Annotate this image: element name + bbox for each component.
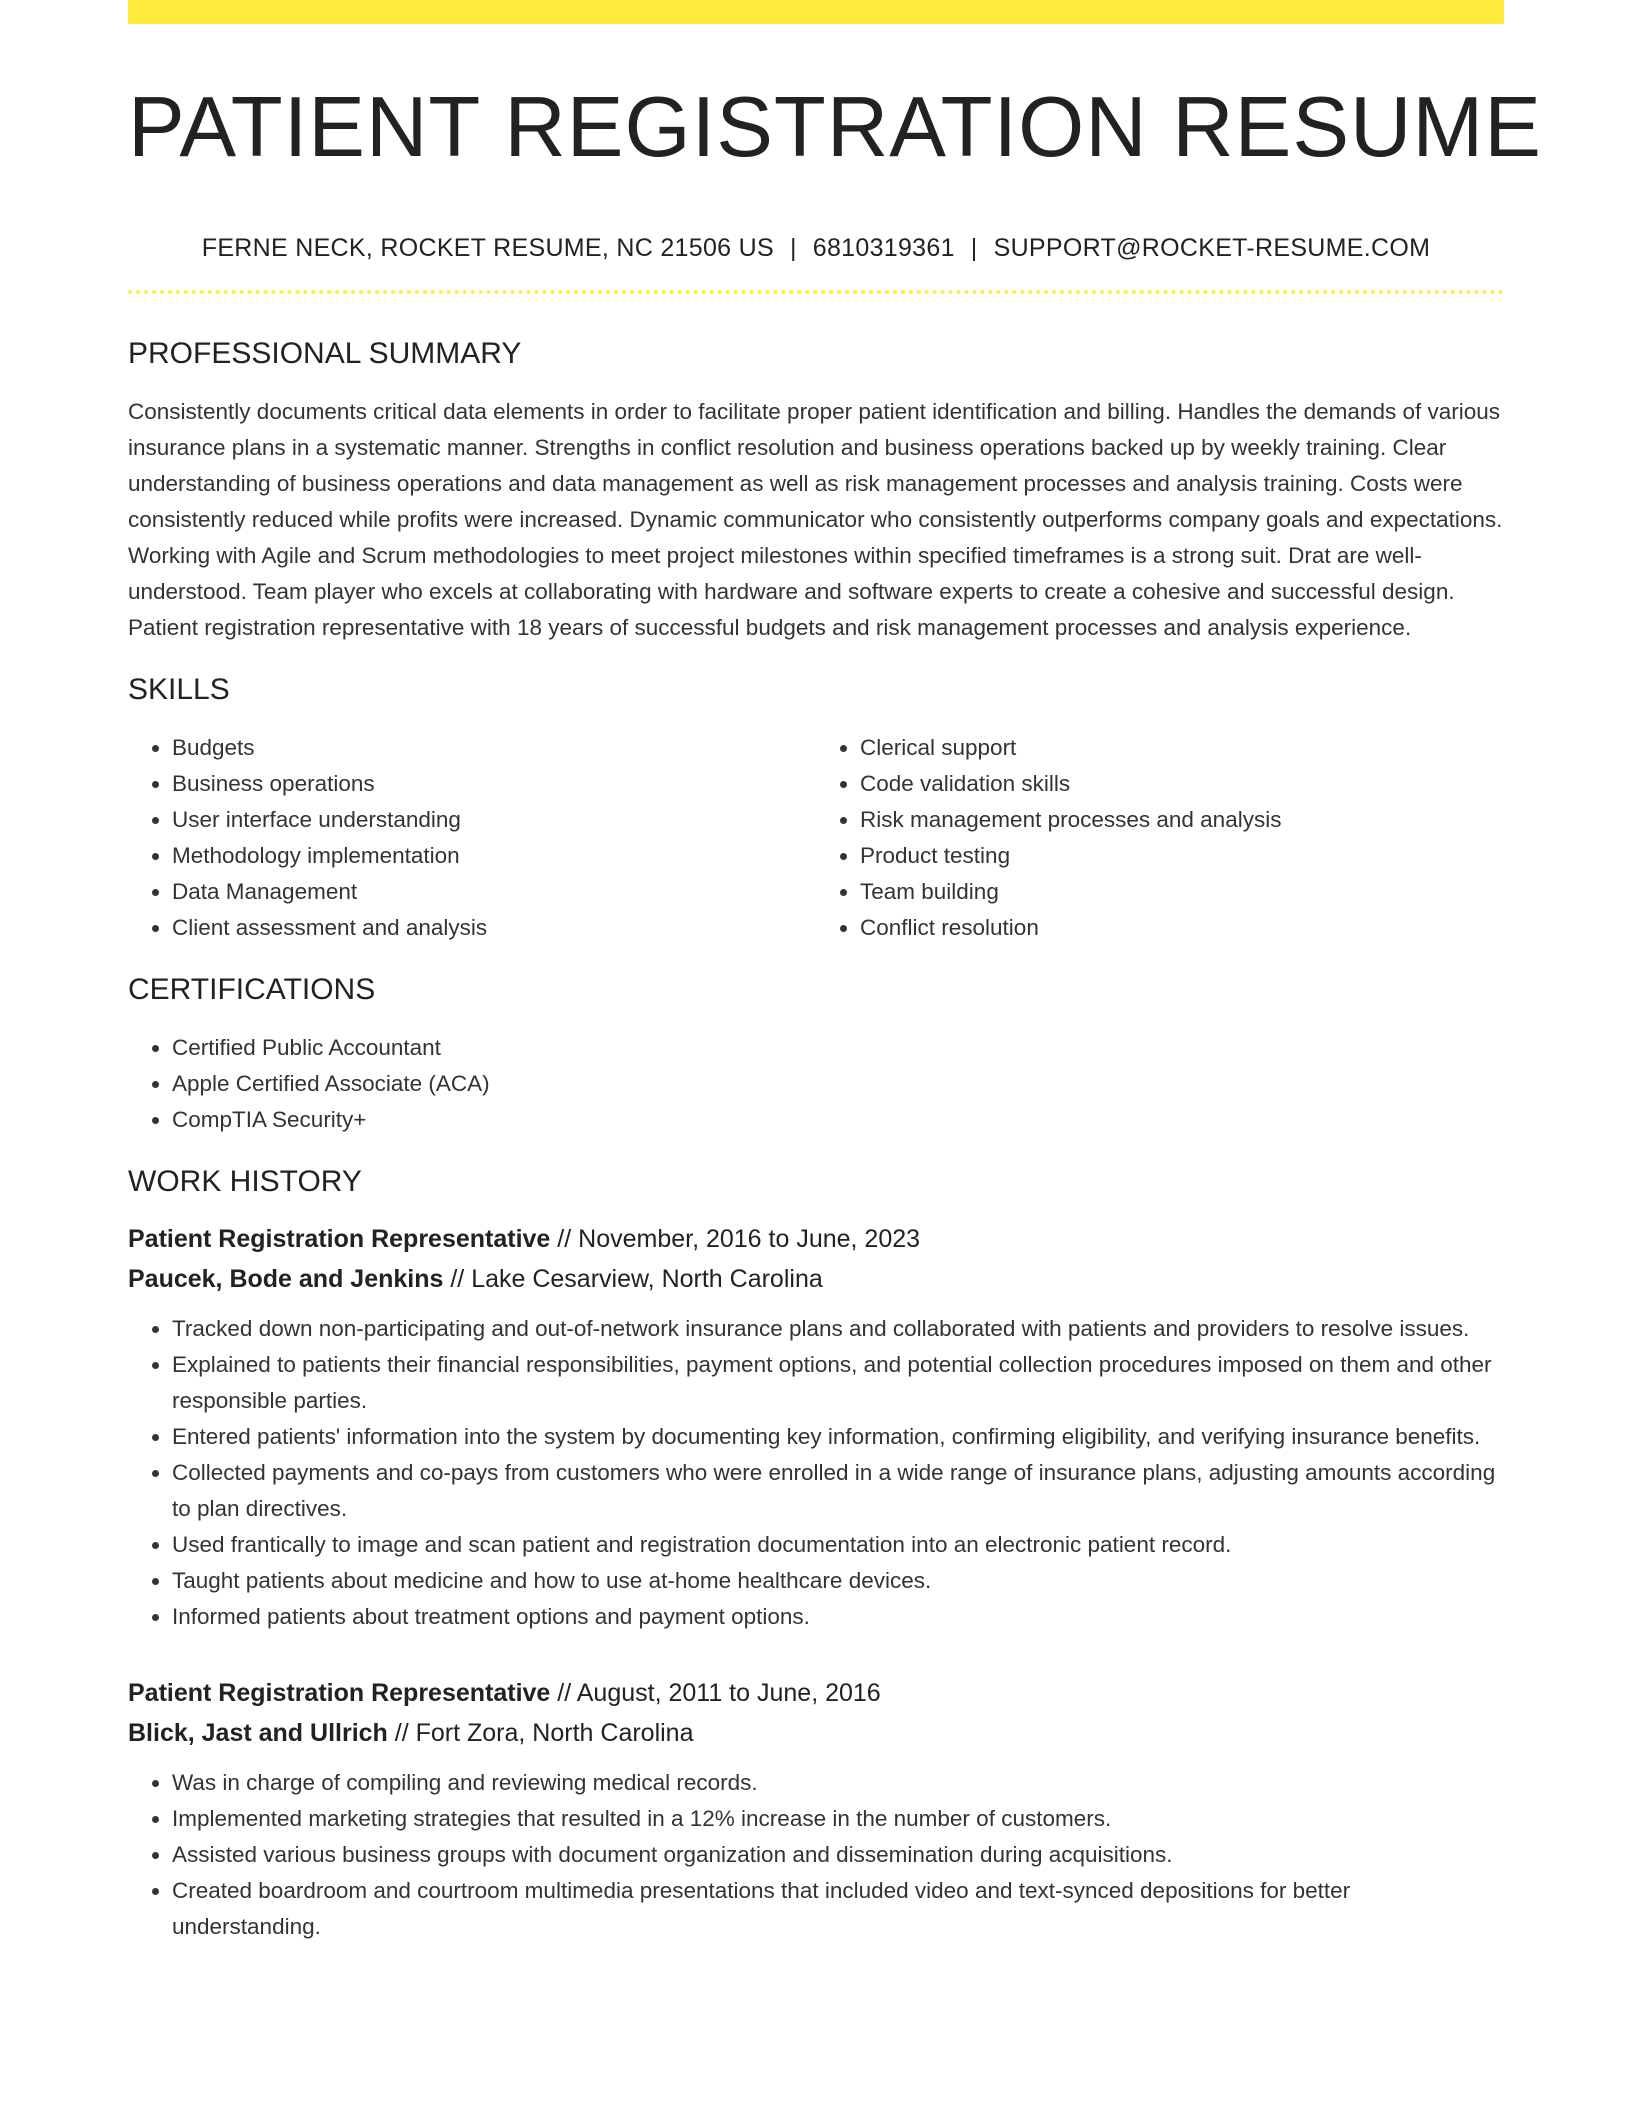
- job-company-line: [128, 1259, 1504, 1299]
- certifications-heading: CERTIFICATIONS: [128, 973, 376, 1006]
- job-company: Blick, Jast and Ullrich: [128, 1719, 388, 1747]
- contact-email: SUPPORT@ROCKET-RESUME.COM: [993, 234, 1431, 262]
- certifications-list: [128, 1030, 1504, 1138]
- work-history-heading: WORK HISTORY: [128, 1165, 362, 1198]
- certification-item: • Apple Certified Associate (ACA): [172, 1066, 1504, 1102]
- skill-item: • Data Management: [172, 874, 816, 910]
- skill-item: • Methodology implementation: [172, 838, 816, 874]
- contact-phone: 6810319361: [812, 234, 955, 262]
- skills-left-list: [128, 730, 816, 946]
- skill-item: • Budgets: [172, 730, 816, 766]
- certification-item: • CompTIA Security+: [172, 1102, 1504, 1138]
- resume-title: PATIENT REGISTRATION RESUME: [128, 80, 1542, 175]
- contact-line: [128, 233, 1504, 263]
- certification-item: • Certified Public Accountant: [172, 1030, 1504, 1066]
- contact-separator: |: [789, 234, 797, 262]
- skill-item: • Business operations: [172, 766, 816, 802]
- skills-right-list: [816, 730, 1504, 946]
- skills-columns: [128, 730, 1504, 946]
- job-duty: • Used frantically to image and scan patient and registration documentation into an electronic patient record.: [172, 1527, 1504, 1563]
- job-company-line: [128, 1713, 1504, 1753]
- job-title-line: [128, 1673, 1504, 1713]
- resume-page: [128, 0, 1542, 1945]
- job-role: Patient Registration Representative: [128, 1225, 551, 1253]
- skill-item: • Clerical support: [860, 730, 1504, 766]
- job-duty: • Implemented marketing strategies that resulted in a 12% increase in the number of customers.: [172, 1801, 1504, 1837]
- job-duty: • Taught patients about medicine and how to use at-home healthcare devices.: [172, 1563, 1504, 1599]
- job-duties-list: [128, 1765, 1504, 1945]
- skill-item: • User interface understanding: [172, 802, 816, 838]
- skill-item: • Team building: [860, 874, 1504, 910]
- job-role: Patient Registration Representative: [128, 1679, 551, 1707]
- job-title-line: [128, 1219, 1504, 1259]
- skill-item: • Risk management processes and analysis: [860, 802, 1504, 838]
- contact-separator: |: [970, 234, 978, 262]
- job-location: // Lake Cesarview, North Carolina: [450, 1265, 823, 1293]
- job-duties-list: [128, 1311, 1504, 1635]
- summary-heading: PROFESSIONAL SUMMARY: [128, 337, 522, 370]
- job-duty: • Informed patients about treatment options and payment options.: [172, 1599, 1504, 1635]
- job-dates: // November, 2016 to June, 2023: [557, 1225, 921, 1253]
- job-duty: • Entered patients' information into the system by documenting key information, confirming eligibility, and verifying insurance benefits.: [172, 1419, 1504, 1455]
- skills-heading: SKILLS: [128, 673, 230, 706]
- job-location: // Fort Zora, North Carolina: [394, 1719, 694, 1747]
- summary-text: Consistently documents critical data elements in order to facilitate proper patient identification and billing. Handles the demands of various insurance plans in a systematic manner. Strengths in conflict resolution and business operations backed up by weekly training. Clear understanding of business operations and data management as well as risk management processes and analysis training. Costs were consistently reduced while profits were increased. Dynamic communicator who consistently outperforms company goals and expectations. Working with Agile and Scrum methodologies to meet project milestones within specified timeframes is a strong suit. Drat are well-understood. Team player who excels at collaborating with hardware and software experts to create a cohesive and successful design. Patient registration representative with 18 years of successful budgets and risk management processes and analysis experience.: [128, 399, 1503, 640]
- job-duty: • Explained to patients their financial responsibilities, payment options, and potential collection procedures imposed on them and other responsible parties.: [172, 1347, 1504, 1419]
- job-duty: • Created boardroom and courtroom multimedia presentations that included video and text-synced depositions for better understanding.: [172, 1873, 1504, 1945]
- skill-item: • Client assessment and analysis: [172, 910, 816, 946]
- job-duty: • Tracked down non-participating and out-of-network insurance plans and collaborated with patients and providers to resolve issues.: [172, 1311, 1504, 1347]
- job-duty: • Was in charge of compiling and reviewing medical records.: [172, 1765, 1504, 1801]
- skill-item: • Conflict resolution: [860, 910, 1504, 946]
- skill-item: • Code validation skills: [860, 766, 1504, 802]
- job-duty: • Collected payments and co-pays from customers who were enrolled in a wide range of insurance plans, adjusting amounts according to plan directives.: [172, 1455, 1504, 1527]
- job-duty: • Assisted various business groups with document organization and dissemination during acquisitions.: [172, 1837, 1504, 1873]
- job-company: Paucek, Bode and Jenkins: [128, 1265, 444, 1293]
- contact-address: FERNE NECK, ROCKET RESUME, NC 21506 US: [201, 234, 774, 262]
- dotted-divider: [128, 290, 1504, 294]
- job-dates: // August, 2011 to June, 2016: [557, 1679, 881, 1707]
- skill-item: • Product testing: [860, 838, 1504, 874]
